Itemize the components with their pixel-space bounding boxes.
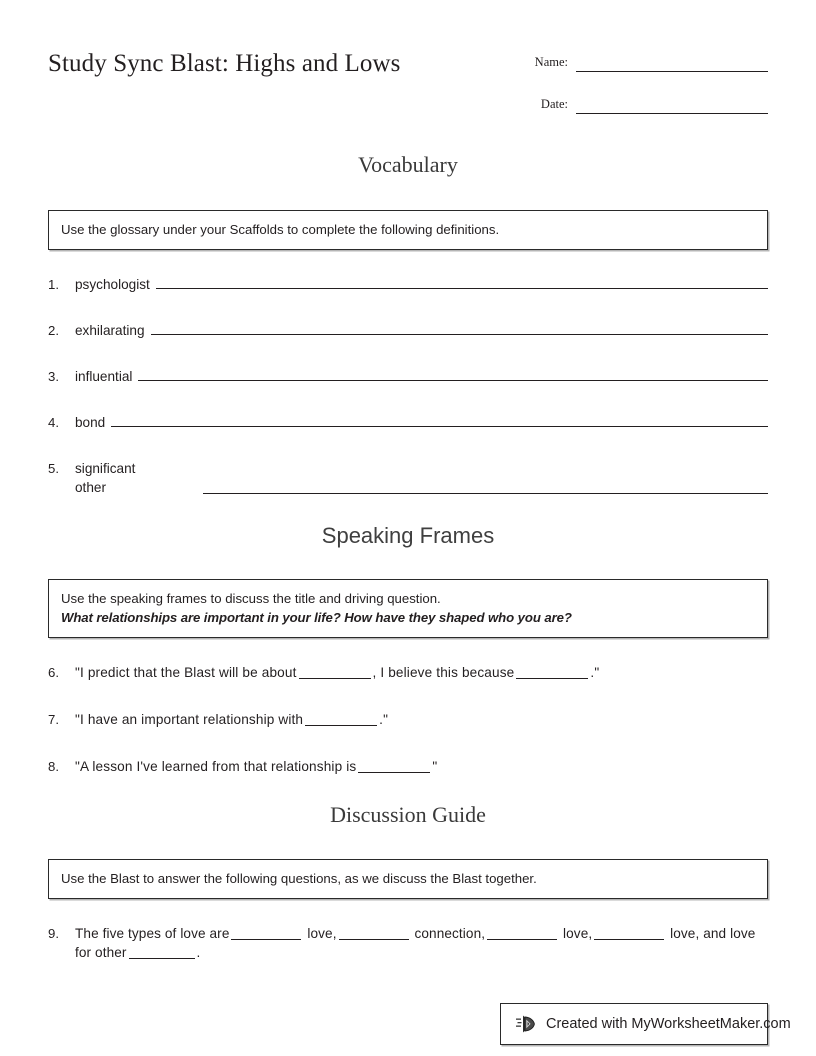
answer-line[interactable] [151,321,768,335]
blast-flag-icon [515,1012,539,1036]
frame-text-part2: " [432,759,438,774]
frame-text-part2: , I believe this because [372,665,515,680]
answer-blank[interactable] [305,712,377,726]
item-content [75,710,768,729]
item-content [75,367,768,386]
answer-line[interactable] [203,480,768,494]
item-number: 8. [48,759,59,774]
discussion-item-9 [48,924,768,962]
question-text-part3: connection, [414,926,486,941]
name-row [486,44,768,72]
vocabulary-word: influential [75,369,133,384]
frame-text-part1: "A lesson I've learned from that relationship is [75,759,357,774]
answer-line[interactable] [138,367,768,381]
vocabulary-word-line2: other [75,480,106,495]
item-number: 4. [48,415,59,430]
vocabulary-word: exhilarating [75,323,145,338]
question-text-part6: . [196,945,201,960]
answer-line[interactable] [111,413,768,427]
name-input-line[interactable] [576,57,768,72]
frame-text-part1: "I predict that the Blast will be about [75,665,297,680]
item-content [75,321,768,340]
vocabulary-word: bond [75,415,106,430]
date-label: Date: [540,97,568,111]
section-heading-discussion-guide: Discussion Guide [330,802,486,827]
item-content [75,663,768,682]
speaking-frames-instruction-box [48,579,768,638]
item-content [75,924,768,962]
speaking-frame-item-6 [48,663,768,682]
answer-line[interactable] [156,275,768,289]
discussion-guide-instruction-text: Use the Blast to answer the following questions, as we discuss the Blast together. [61,871,537,886]
frame-text-part1: "I have an important relationship with [75,712,304,727]
question-text-part4: love, [563,926,593,941]
speaking-frame-item-8 [48,757,768,776]
vocabulary-item-3 [48,367,768,386]
vocabulary-item-4 [48,413,768,432]
question-text-part2: love, [307,926,337,941]
created-with-badge[interactable] [500,1003,791,1045]
item-number: 3. [48,369,59,384]
page-title: Study Sync Blast: Highs and Lows [48,50,401,77]
item-content [75,459,768,497]
item-number: 5. [48,461,59,476]
item-number: 2. [48,323,59,338]
vocabulary-item-1 [48,275,768,294]
answer-blank[interactable] [339,926,409,940]
vocabulary-instruction-box [48,210,768,250]
item-number: 9. [48,926,59,941]
frame-text-part3: ." [590,665,600,680]
answer-blank[interactable] [299,665,371,679]
speaking-frame-item-7 [48,710,768,729]
driving-question-text: What relationships are important in your life? How have they shaped who you are? [61,610,572,625]
answer-blank[interactable] [487,926,557,940]
vocabulary-word: psychologist [75,277,150,292]
frame-text-part2: ." [379,712,389,727]
name-date-block [486,44,768,128]
name-label: Name: [534,55,568,69]
vocabulary-word-line1: significant [75,461,136,476]
item-number: 6. [48,665,59,680]
speaking-frames-instruction-text: Use the speaking frames to discuss the title and driving question. [61,591,441,606]
item-number: 1. [48,277,59,292]
discussion-guide-instruction-box [48,859,768,899]
date-row [486,86,768,114]
answer-blank[interactable] [231,926,301,940]
page-header [48,44,768,124]
created-with-label: Created with MyWorksheetMaker.com [546,1016,791,1032]
item-content [75,413,768,432]
vocabulary-word [75,459,175,497]
question-text-part1: The five types of love are [75,926,230,941]
item-content [75,757,768,776]
answer-blank[interactable] [516,665,588,679]
question-text-part5: love, and love for other [75,926,756,960]
vocabulary-item-2 [48,321,768,340]
answer-blank[interactable] [358,759,430,773]
section-heading-vocabulary: Vocabulary [358,152,458,177]
date-input-line[interactable] [576,99,768,114]
item-content [75,275,768,294]
item-number: 7. [48,712,59,727]
vocabulary-instruction-text: Use the glossary under your Scaffolds to complete the following definitions. [61,222,500,237]
vocabulary-item-5 [48,459,768,497]
section-heading-speaking-frames: Speaking Frames [321,523,495,548]
answer-blank[interactable] [594,926,664,940]
answer-blank[interactable] [129,945,195,959]
